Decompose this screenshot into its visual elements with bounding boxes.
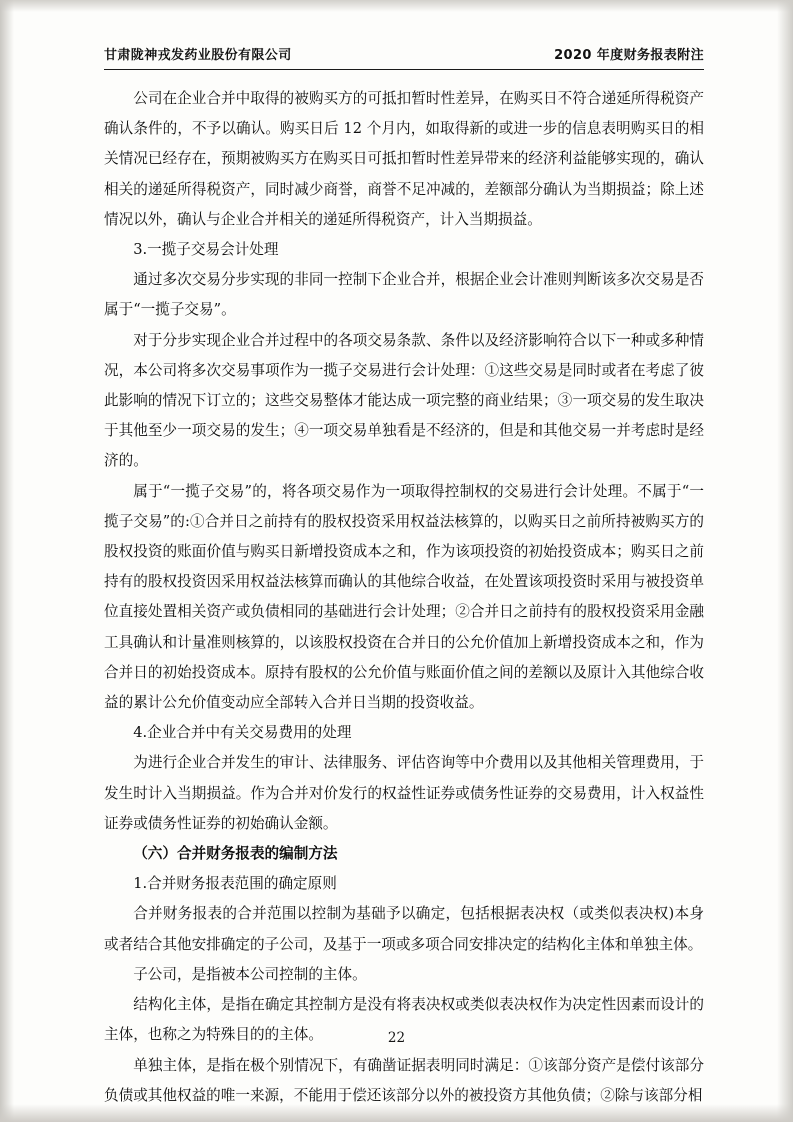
paragraph: 为进行企业合并发生的审计、法律服务、评估咨询等中介费用以及其他相关管理费用，于发生时计入当期损益。作为合并对价发行的权益性证券或债务性证券的交易费用，计入权益性证券或债务性证券的初始确认金额。 bbox=[104, 754, 704, 832]
paragraph: 合并财务报表的合并范围以控制为基础予以确定，包括根据表决权（或类似表决权)本身或者结合其他安排确定的子公司，及基于一项或多项合同安排决定的结构化主体和单独主体。 bbox=[104, 905, 704, 953]
paragraph: 4.企业合并中有关交易费用的处理 bbox=[133, 724, 352, 742]
header-company-name: 甘肃陇神戎发药业股份有限公司 bbox=[104, 48, 292, 63]
header-report-title: 2020 年度财务报表附注 bbox=[554, 48, 704, 63]
scan-edge-left bbox=[0, 0, 14, 1122]
paragraph: 通过多次交易分步实现的非同一控制下企业合并，根据企业会计准则判断该多次交易是否属于“一揽子交易”。 bbox=[104, 271, 704, 319]
paragraph: 公司在企业合并中取得的被购买方的可抵扣暂时性差异，在购买日不符合递延所得税资产确认条件的，不予以确认。购买日后 12 个月内，如取得新的或进一步的信息表明购买日的相关情况已经存在，预期被购买方在购买日可抵扣暂时性差异带来的经济利益能够实现的，确认相关的递延所得税资产，同时减少商誉，商誉不足冲减的，差额部分确认为当期损益；除上述情况以外，确认与企业合并相关的递延所得税资产，计入当期损益。 bbox=[104, 90, 704, 228]
scan-edge-right bbox=[777, 0, 793, 1122]
paragraph: 对于分步实现企业合并过程中的各项交易条款、条件以及经济影响符合以下一种或多种情况，本公司将多次交易事项作为一揽子交易进行会计处理：①这些交易是同时或者在考虑了彼此影响的情况下订立的；这些交易整体才能达成一项完整的商业结果；③一项交易的发生取决于其他至少一项交易的发生；④一项交易单独看是不经济的，但是和其他交易一并考虑时是经济的。 bbox=[104, 331, 704, 470]
body-text bbox=[104, 84, 704, 1111]
page-content bbox=[104, 44, 704, 1111]
paragraph: 3.一揽子交易会计处理 bbox=[133, 241, 279, 259]
section-heading: （六）合并财务报表的编制方法 bbox=[133, 845, 338, 863]
page-header bbox=[104, 44, 704, 68]
scan-edge-top bbox=[0, 0, 793, 12]
paragraph: 单独主体，是指在极个别情况下，有确凿证据表明同时满足：①该部分资产是偿付该部分负债或其他权益的唯一来源，不能用于偿还该部分以外的被投资方其他负债；②除与该部分相 bbox=[104, 1056, 704, 1104]
header-divider bbox=[104, 69, 704, 70]
paragraph: 子公司，是指被本公司控制的主体。 bbox=[133, 965, 367, 983]
paragraph: 属于“一揽子交易”的，将各项交易作为一项取得控制权的交易进行会计处理。不属于“一揽子交易”的:①合并日之前持有的股权投资采用权益法核算的，以购买日之前所持被购买方的股权投资的账面价值与购买日新增投资成本之和，作为该项投资的初始投资成本；购买日之前持有的股权投资因采用权益法核算而确认的其他综合收益，在处置该项投资时采用与被投资单位直接处置相关资产或负债相同的基础进行会计处理；②合并日之前持有的股权投资采用金融工具确认和计量准则核算的，以该股权投资在合并日的公允价值加上新增投资成本之和，作为合并日的初始投资成本。原持有股权的公允价值与账面价值之间的差额以及原计入其他综合收益的累计公允价值变动应全部转入合并日当期的投资收益。 bbox=[104, 482, 704, 712]
paragraph: 结构化主体，是指在确定其控制方是没有将表决权或类似表决权作为决定性因素而设计的主体，也称之为特殊目的的主体。 bbox=[104, 996, 704, 1044]
page-number: 22 bbox=[387, 1030, 406, 1046]
paragraph: 1.合并财务报表范围的确定原则 bbox=[133, 875, 337, 893]
